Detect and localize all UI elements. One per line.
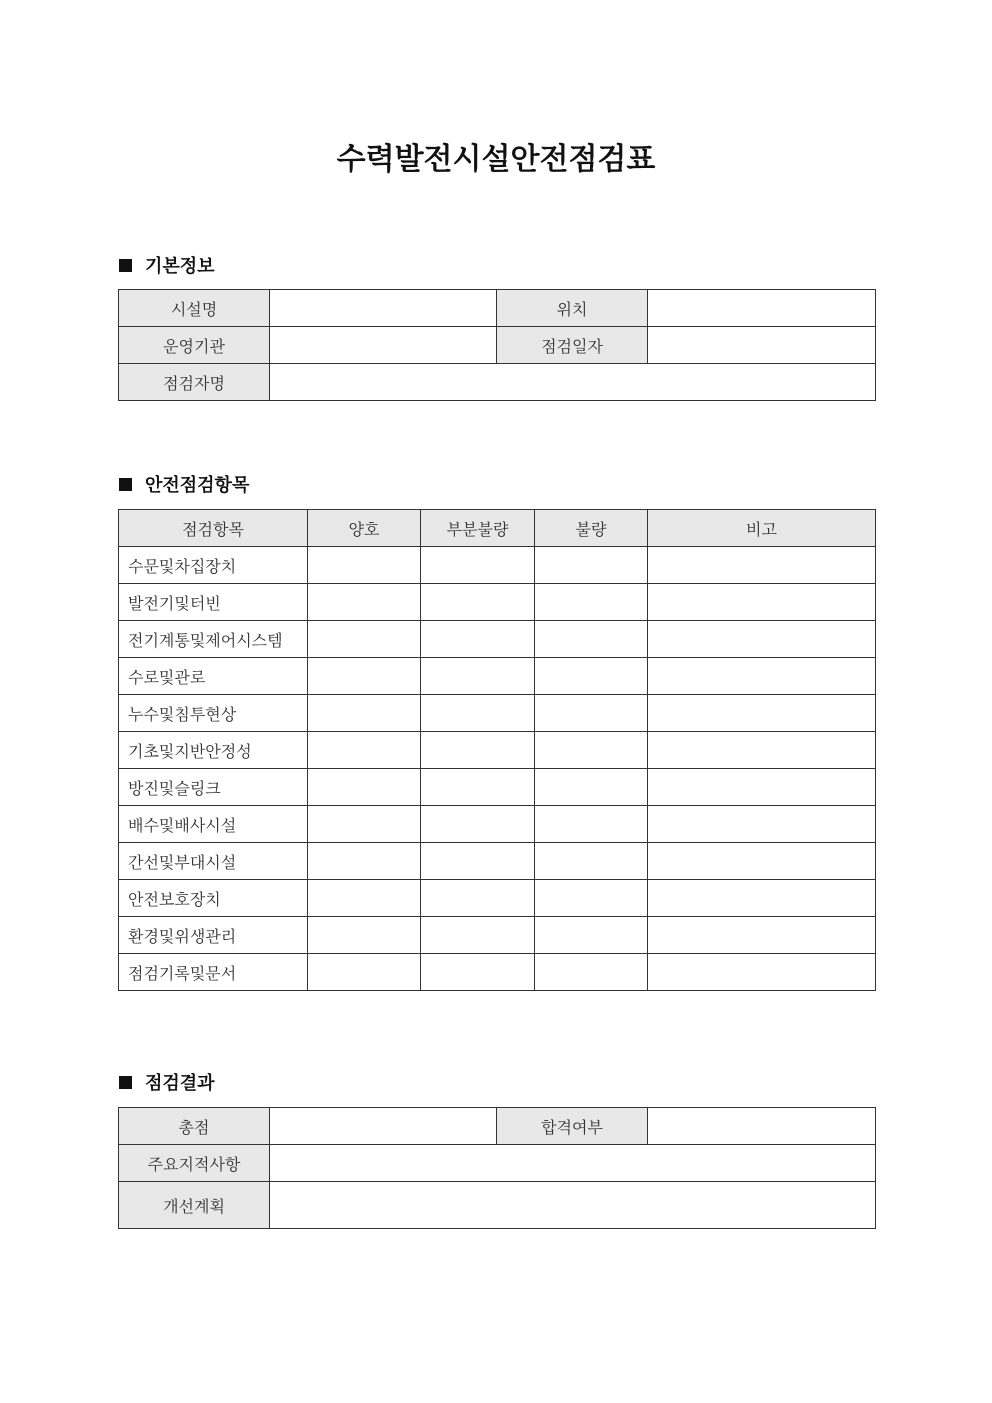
defect-check-cell[interactable] — [535, 806, 648, 843]
defect-check-cell[interactable] — [535, 621, 648, 658]
column-header-defect: 불량 — [535, 510, 648, 547]
defect-check-cell[interactable] — [535, 954, 648, 991]
partial-defect-check-cell[interactable] — [421, 658, 535, 695]
table-row — [119, 917, 876, 954]
table-row — [119, 954, 876, 991]
defect-check-cell[interactable] — [535, 695, 648, 732]
partial-defect-check-cell[interactable] — [421, 732, 535, 769]
column-header-item: 점검항목 — [119, 510, 308, 547]
improvement-plan-label: 개선계획 — [119, 1182, 270, 1229]
improvement-plan-field[interactable] — [270, 1182, 876, 1229]
table-row — [119, 769, 876, 806]
remarks-cell[interactable] — [648, 917, 876, 954]
checklist-item-label: 환경및위생관리 — [119, 917, 308, 954]
pass-fail-label: 합격여부 — [497, 1108, 648, 1145]
table-row — [119, 843, 876, 880]
partial-defect-check-cell[interactable] — [421, 954, 535, 991]
partial-defect-check-cell[interactable] — [421, 695, 535, 732]
section-heading-basic-info — [119, 253, 215, 277]
inspector-label: 점검자명 — [119, 364, 270, 401]
checklist-item-label: 점검기록및문서 — [119, 954, 308, 991]
checklist-item-label: 수문및차집장치 — [119, 547, 308, 584]
table-row — [119, 547, 876, 584]
good-check-cell[interactable] — [308, 695, 421, 732]
table-row — [119, 1108, 876, 1145]
facility-name-label: 시설명 — [119, 290, 270, 327]
good-check-cell[interactable] — [308, 917, 421, 954]
table-row — [119, 1182, 876, 1229]
location-field[interactable] — [648, 290, 876, 327]
section-heading-label: 안전점검항목 — [145, 475, 250, 496]
table-row — [119, 290, 876, 327]
inspection-date-label: 점검일자 — [497, 327, 648, 364]
section-heading-checklist — [119, 472, 249, 496]
total-score-label: 총점 — [119, 1108, 270, 1145]
checklist-item-label: 전기계통및제어시스템 — [119, 621, 308, 658]
partial-defect-check-cell[interactable] — [421, 547, 535, 584]
partial-defect-check-cell[interactable] — [421, 584, 535, 621]
section-heading-label: 기본정보 — [145, 256, 215, 277]
defect-check-cell[interactable] — [535, 547, 648, 584]
operator-label: 운영기관 — [119, 327, 270, 364]
good-check-cell[interactable] — [308, 880, 421, 917]
major-findings-label: 주요지적사항 — [119, 1145, 270, 1182]
table-row — [119, 658, 876, 695]
partial-defect-check-cell[interactable] — [421, 621, 535, 658]
remarks-cell[interactable] — [648, 769, 876, 806]
table-row — [119, 584, 876, 621]
defect-check-cell[interactable] — [535, 880, 648, 917]
pass-fail-field[interactable] — [648, 1108, 876, 1145]
inspector-field[interactable] — [270, 364, 876, 401]
good-check-cell[interactable] — [308, 658, 421, 695]
checklist-item-label: 누수및침투현상 — [119, 695, 308, 732]
partial-defect-check-cell[interactable] — [421, 806, 535, 843]
remarks-cell[interactable] — [648, 880, 876, 917]
column-header-good: 양호 — [308, 510, 421, 547]
partial-defect-check-cell[interactable] — [421, 917, 535, 954]
page-title: 수력발전시설안전점검표 — [336, 142, 656, 177]
table-row — [119, 880, 876, 917]
column-header-remarks: 비고 — [648, 510, 876, 547]
remarks-cell[interactable] — [648, 732, 876, 769]
defect-check-cell[interactable] — [535, 658, 648, 695]
facility-name-field[interactable] — [270, 290, 497, 327]
remarks-cell[interactable] — [648, 806, 876, 843]
defect-check-cell[interactable] — [535, 769, 648, 806]
remarks-cell[interactable] — [648, 621, 876, 658]
square-bullet-icon — [119, 1076, 132, 1089]
partial-defect-check-cell[interactable] — [421, 769, 535, 806]
result-table — [118, 1107, 876, 1229]
checklist-item-label: 기초및지반안정성 — [119, 732, 308, 769]
location-label: 위치 — [497, 290, 648, 327]
good-check-cell[interactable] — [308, 954, 421, 991]
section-heading-label: 점검결과 — [145, 1073, 215, 1094]
checklist-item-label: 수로및관로 — [119, 658, 308, 695]
major-findings-field[interactable] — [270, 1145, 876, 1182]
partial-defect-check-cell[interactable] — [421, 843, 535, 880]
table-row — [119, 1145, 876, 1182]
remarks-cell[interactable] — [648, 658, 876, 695]
remarks-cell[interactable] — [648, 584, 876, 621]
checklist-item-label: 간선및부대시설 — [119, 843, 308, 880]
inspection-date-field[interactable] — [648, 327, 876, 364]
defect-check-cell[interactable] — [535, 843, 648, 880]
good-check-cell[interactable] — [308, 732, 421, 769]
good-check-cell[interactable] — [308, 843, 421, 880]
remarks-cell[interactable] — [648, 695, 876, 732]
good-check-cell[interactable] — [308, 547, 421, 584]
good-check-cell[interactable] — [308, 621, 421, 658]
good-check-cell[interactable] — [308, 806, 421, 843]
checklist-item-label: 발전기및터빈 — [119, 584, 308, 621]
partial-defect-check-cell[interactable] — [421, 880, 535, 917]
total-score-field[interactable] — [270, 1108, 497, 1145]
table-row — [119, 621, 876, 658]
checklist-item-label: 안전보호장치 — [119, 880, 308, 917]
section-heading-result — [119, 1070, 215, 1094]
square-bullet-icon — [119, 259, 132, 272]
defect-check-cell[interactable] — [535, 917, 648, 954]
remarks-cell[interactable] — [648, 954, 876, 991]
defect-check-cell[interactable] — [535, 732, 648, 769]
table-row — [119, 732, 876, 769]
good-check-cell[interactable] — [308, 584, 421, 621]
operator-field[interactable] — [270, 327, 497, 364]
table-row — [119, 806, 876, 843]
checklist-item-label: 방진및슬링크 — [119, 769, 308, 806]
table-row — [119, 327, 876, 364]
remarks-cell[interactable] — [648, 547, 876, 584]
column-header-partial-defect: 부분불량 — [421, 510, 535, 547]
checklist-item-label: 배수및배사시설 — [119, 806, 308, 843]
checklist-table — [118, 509, 876, 991]
square-bullet-icon — [119, 478, 132, 491]
table-row — [119, 695, 876, 732]
table-row — [119, 364, 876, 401]
good-check-cell[interactable] — [308, 769, 421, 806]
basic-info-table — [118, 289, 876, 401]
remarks-cell[interactable] — [648, 843, 876, 880]
table-header-row — [119, 510, 876, 547]
defect-check-cell[interactable] — [535, 584, 648, 621]
